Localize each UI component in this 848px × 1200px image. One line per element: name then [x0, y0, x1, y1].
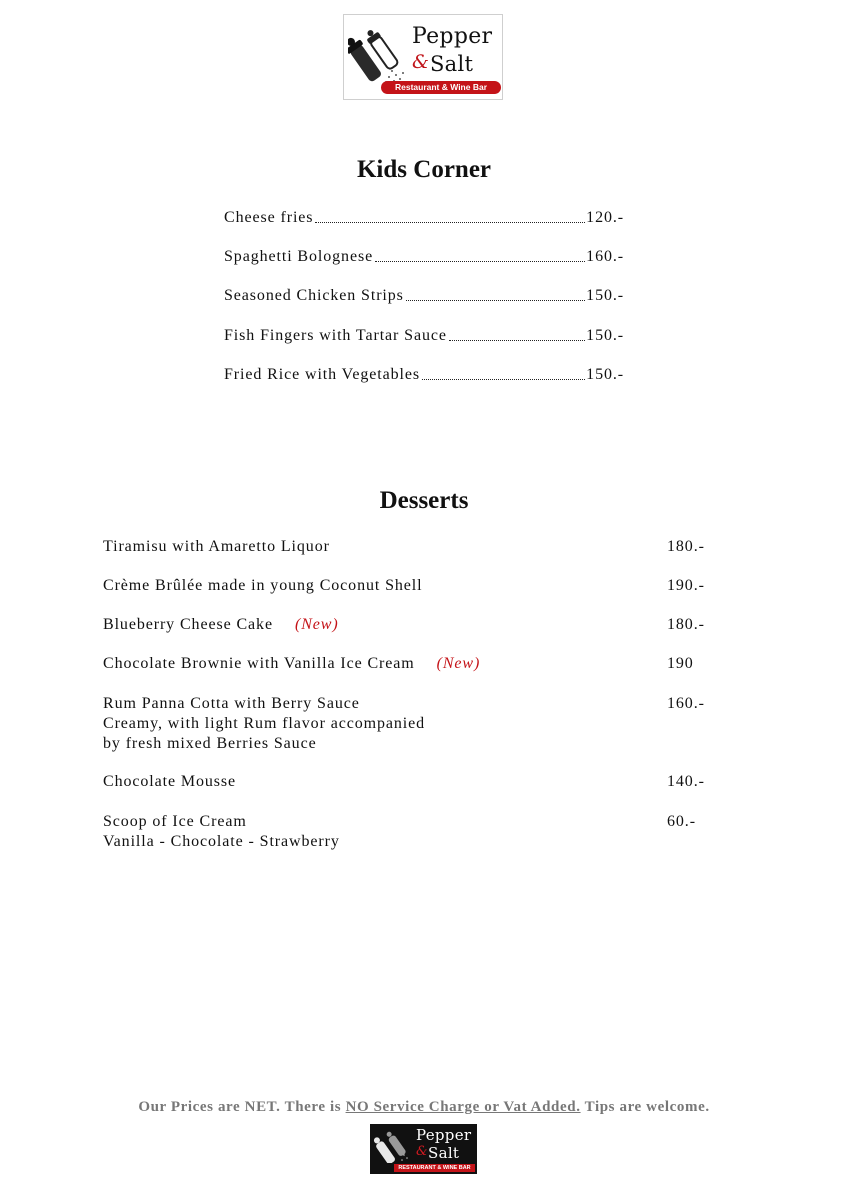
- dot-leader: [449, 339, 585, 341]
- menu-item: [103, 772, 723, 792]
- item-name: Chocolate Brownie with Vanilla Ice Cream: [103, 655, 415, 672]
- item-name: Rum Panna Cotta with Berry Sauce: [103, 695, 360, 712]
- item-name: Crème Brûlée made in young Coconut Shell: [103, 577, 423, 594]
- dot-leader: [422, 378, 585, 380]
- item-name: Tiramisu with Amaretto Liquor: [103, 538, 330, 555]
- menu-item: [103, 576, 723, 596]
- item-description: by fresh mixed Berries Sauce: [103, 735, 317, 752]
- logo-ampersand: &: [416, 1144, 428, 1159]
- logo-word-pepper: Pepper: [412, 24, 493, 49]
- desserts-section-title: Desserts: [379, 487, 469, 514]
- item-price: 140.-: [667, 773, 705, 790]
- item-price: 180.-: [667, 616, 705, 633]
- footer-note-pre: Our Prices are NET. There is: [138, 1099, 346, 1115]
- item-price: 190: [667, 655, 694, 672]
- item-price: 150.-: [586, 327, 624, 344]
- logo-word-salt: Salt: [430, 52, 474, 76]
- item-price: 60.-: [667, 813, 696, 830]
- menu-item: [224, 242, 624, 266]
- pepper-mill-icon: [348, 21, 410, 87]
- menu-item: [224, 360, 624, 384]
- pepper-mill-icon: [372, 1127, 414, 1163]
- item-name: Blueberry Cheese Cake: [103, 616, 273, 633]
- menu-item: [103, 537, 723, 557]
- item-name: Cheese fries: [224, 209, 314, 226]
- item-price: 190.-: [667, 577, 705, 594]
- footer-note-post: Tips are welcome.: [580, 1099, 710, 1115]
- footer-note-underlined: NO Service Charge or Vat Added.: [345, 1099, 581, 1115]
- logo-tagline: Restaurant & Wine Bar: [381, 81, 501, 94]
- menu-item: [224, 281, 624, 305]
- logo-tagline: RESTAURANT & WINE BAR: [394, 1164, 475, 1172]
- dot-leader: [406, 299, 585, 301]
- dot-leader: [375, 260, 585, 262]
- item-name: Fried Rice with Vegetables: [224, 366, 420, 383]
- item-name: Chocolate Mousse: [103, 773, 237, 790]
- item-price: 120.-: [586, 209, 624, 226]
- item-name: Spaghetti Bolognese: [224, 248, 374, 265]
- menu-item: [224, 321, 624, 345]
- item-description: Creamy, with light Rum flavor accompanied: [103, 715, 426, 732]
- logo-word-salt: Salt: [428, 1144, 460, 1162]
- item-name: Seasoned Chicken Strips: [224, 287, 404, 304]
- dot-leader: [315, 221, 585, 223]
- new-badge: (New): [294, 616, 339, 633]
- item-price: 160.-: [667, 695, 705, 712]
- logo-ampersand: &: [412, 51, 430, 73]
- menu-item: [103, 615, 723, 635]
- item-price: 180.-: [667, 538, 705, 555]
- logo-top: [343, 14, 503, 100]
- menu-item: [103, 812, 723, 852]
- menu-item: [103, 654, 723, 674]
- kids-section-title: Kids Corner: [356, 156, 492, 183]
- item-name: Fish Fingers with Tartar Sauce: [224, 327, 447, 344]
- item-name: Scoop of Ice Cream: [103, 813, 247, 830]
- menu-item: [103, 694, 723, 754]
- logo-word-pepper: Pepper: [416, 1126, 472, 1144]
- item-price: 150.-: [586, 287, 624, 304]
- menu-item: [224, 203, 624, 227]
- footer-note: [0, 1099, 848, 1116]
- item-price: 150.-: [586, 366, 624, 383]
- item-description: Vanilla - Chocolate - Strawberry: [103, 833, 340, 850]
- new-badge: (New): [436, 655, 481, 672]
- item-price: 160.-: [586, 248, 624, 265]
- logo-bottom: [370, 1124, 477, 1174]
- item-name-row: [103, 654, 723, 674]
- item-name-row: [103, 615, 723, 635]
